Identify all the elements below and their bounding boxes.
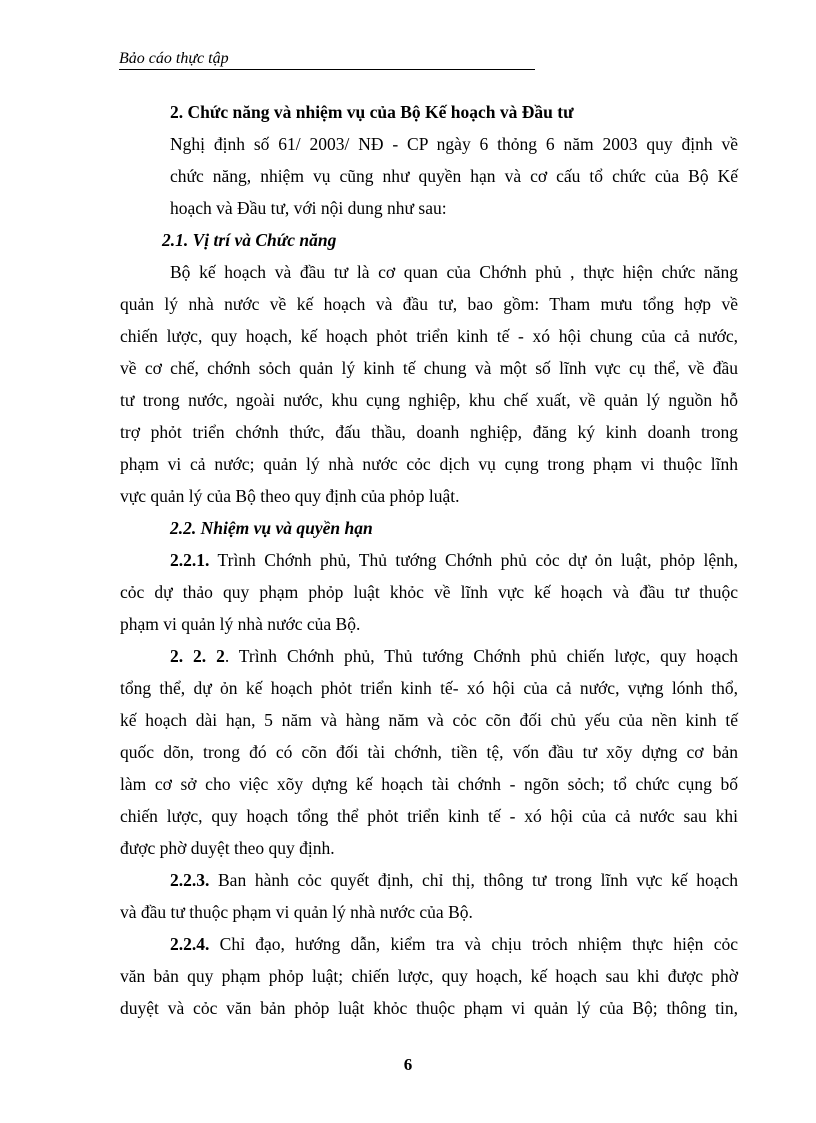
item-2-2-2-line-2: tổng thể, dự ỏn kế hoạch phỏt triển kinh tế- xó hội của cả nước, vựng lónh thổ, — [120, 678, 738, 698]
item-2-2-2-number: 2. 2. 2 — [170, 646, 225, 666]
para-2-1-line-2: quản lý nhà nước về kế hoạch và đầu tư, bao gồm: Tham mưu tổng hợp về — [120, 294, 738, 314]
para-2-1-line-1: Bộ kế hoạch và đầu tư là cơ quan của Chớnh phủ , thực hiện chức năng — [170, 262, 738, 282]
item-2-2-1-text: Trình Chớnh phủ, Thủ tướng Chớnh phủ cỏc dự ỏn luật, phỏp lệnh, — [209, 550, 738, 570]
item-2-2-2-line-3: kế hoạch dài hạn, 5 năm và hàng năm và cỏc cõn đối chủ yếu của nền kinh tế — [120, 710, 738, 730]
item-2-2-3-text: Ban hành cỏc quyết định, chỉ thị, thông tư trong lĩnh vực kế hoạch — [209, 870, 738, 890]
item-2-2-4-line-2: văn bản quy phạm phỏp luật; chiến lược, quy hoạch, kế hoạch sau khi được phờ — [120, 966, 738, 986]
item-2-2-4-line-3: duyệt và cỏc văn bản phỏp luật khỏc thuộc phạm vi quản lý của Bộ; thông tin, — [120, 998, 738, 1018]
item-2-2-2-text: . Trình Chớnh phủ, Thủ tướng Chớnh phủ chiến lược, quy hoạch — [224, 646, 739, 666]
subsection-2-2-title: 2.2. Nhiệm vụ và quyền hạn — [170, 518, 373, 538]
item-2-2-2-line-7: được phờ duyệt theo quy định. — [120, 838, 335, 858]
intro-line-1: Nghị định số 61/ 2003/ NĐ - CP ngày 6 thỏng 6 năm 2003 quy định về — [170, 134, 738, 154]
para-2-1-line-6: trợ phỏt triển chớnh thức, đấu thầu, doanh nghiệp, đăng ký kinh doanh trong — [120, 422, 738, 442]
para-2-1-line-8: vực quản lý của Bộ theo quy định của phỏp luật. — [120, 486, 460, 506]
item-2-2-1-number: 2.2.1. — [170, 550, 210, 570]
intro-line-3: hoạch và Đầu tư, với nội dung như sau: — [170, 198, 447, 218]
section-title: 2. Chức năng và nhiệm vụ của Bộ Kế hoạch và Đầu tư — [170, 102, 574, 122]
para-2-1-line-4: về cơ chế, chớnh sỏch quản lý kinh tế chung và một số lĩnh vực cụ thể, về đầu — [120, 358, 738, 378]
item-2-2-3-line-1 — [170, 864, 738, 896]
item-2-2-3-line-2: và đầu tư thuộc phạm vi quản lý nhà nước của Bộ. — [120, 902, 473, 922]
item-2-2-3-number: 2.2.3. — [170, 870, 210, 890]
intro-line-2: chức năng, nhiệm vụ cũng như quyền hạn và cơ cấu tổ chức của Bộ Kế — [170, 166, 738, 186]
para-2-1-line-3: chiến lược, quy hoạch, kế hoạch phỏt triển kinh tế - xó hội chung của cả nước, — [120, 326, 738, 346]
item-2-2-4-number: 2.2.4. — [170, 934, 210, 954]
header-text: Bảo cáo thực tập — [119, 50, 229, 67]
para-2-1-line-5: tư trong nước, ngoài nước, khu cụng nghiệp, khu chế xuất, về quản lý nguồn hỗ — [120, 390, 738, 410]
item-2-2-2-line-5: làm cơ sở cho việc xõy dựng kế hoạch tài chớnh - ngõn sỏch; tổ chức cụng bố — [120, 774, 738, 794]
page-header — [119, 49, 535, 70]
item-2-2-1-line-3: phạm vi quản lý nhà nước của Bộ. — [120, 614, 361, 634]
page-number: 6 — [403, 1055, 413, 1074]
item-2-2-2-line-6: chiến lược, quy hoạch tổng thể phỏt triển kinh tế - xó hội của cả nước sau khi — [120, 806, 738, 826]
item-2-2-1-line-2: cỏc dự thảo quy phạm phỏp luật khỏc về lĩnh vực kế hoạch và đầu tư thuộc — [120, 582, 738, 602]
subsection-2-1-title: 2.1. Vị trí và Chức năng — [162, 230, 337, 250]
item-2-2-4-text: Chỉ đạo, hướng dẫn, kiểm tra và chịu trỏch nhiệm thực hiện cỏc — [209, 934, 738, 954]
item-2-2-2-line-4: quốc dõn, trong đó có cõn đối tài chớnh, tiền tệ, vốn đầu tư xõy dựng cơ bản — [120, 742, 738, 762]
item-2-2-4-line-1 — [170, 928, 738, 960]
para-2-1-line-7: phạm vi cả nước; quản lý nhà nước cỏc dịch vụ cụng trong phạm vi thuộc lĩnh — [120, 454, 738, 474]
item-2-2-1-line-1 — [170, 544, 738, 576]
item-2-2-2-line-1 — [170, 640, 738, 672]
